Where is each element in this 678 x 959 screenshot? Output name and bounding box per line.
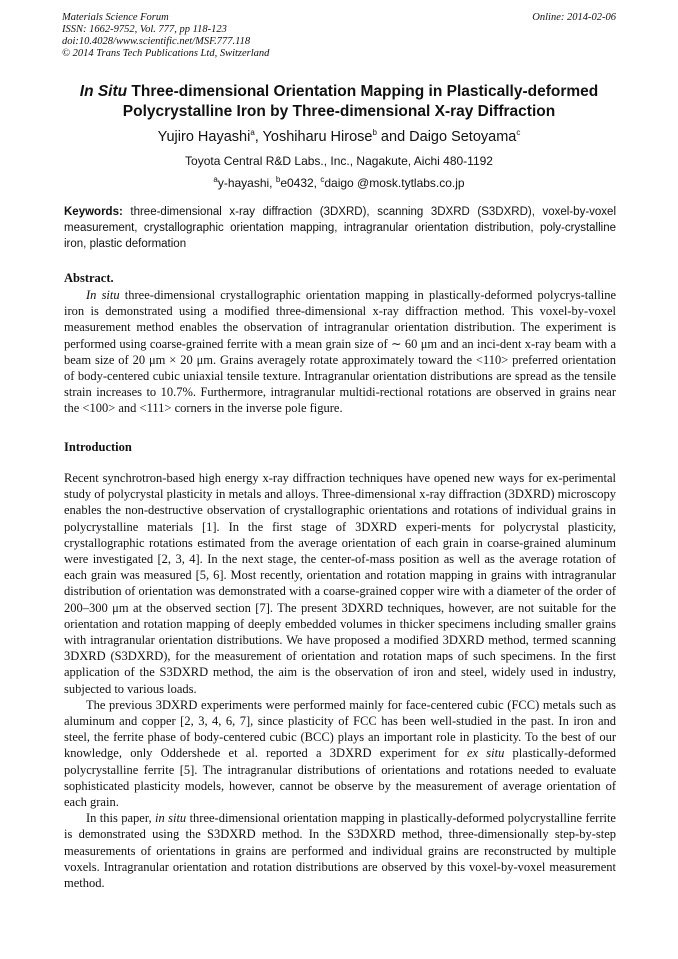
abstract-body xyxy=(64,287,616,417)
copyright-line: © 2014 Trans Tech Publications Ltd, Switzerland xyxy=(62,48,270,59)
intro-p3-italic: in situ xyxy=(155,811,187,826)
email-sup-a: a xyxy=(213,175,218,184)
affiliation: Toyota Central R&D Labs., Inc., Nagakute, Aichi 480-1192 xyxy=(185,154,493,168)
abstract-text: three-dimensional crystallographic orientation mapping in plastically-deformed polycrys-talline iron is demonstrated using a modified three-dimensional x-ray diffraction method. This voxel-by-voxel measurement method enables the observation of intragranular orientation distribution. The experiment is performed using coarse-grained ferrite with a mean grain size of ∼ 60 μm and an inci-dent x-ray beam with a beam size of 20 μm × 20 μm. Grains averagely rotate approximately toward the <110> preferred orientation of body-centered cubic uniaxial tensile texture. Intragranular orientation distributions are spread as the tensile strain increases to 10.7%. Furthermore, intragranular multidi-rectional rotations are observed in grains near the <100> and <111> corners in the inverse pole figure. xyxy=(64,288,616,416)
author-2-sup: b xyxy=(372,128,377,138)
email-3: daigo @mosk.tytlabs.co.jp xyxy=(324,176,465,190)
intro-p2-text-a: The previous 3DXRD experiments were performed mainly for face-centered cubic (FCC) metals such as aluminum and copper [2, 3, 4, 6, 7], since plasticity of FCC has been well-studied in the past. In iron and steel, the ferrite phase of body-centered cubic (BCC) plays an important role in plasticity. To the best of our knowledge, only Oddershede et al. reported a 3DXRD experiment for xyxy=(64,697,616,761)
intro-paragraph-1: Recent synchrotron-based high energy x-ray diffraction techniques have opened new ways for ex-perimental study of polycrystal plasticity in metals and alloys. Three-dimensional x-ray diffraction (3DXRD) microscopy enables the non-destructive observation of crystallographic orientations and rotations of individual grains in polycrystalline materials [1]. In the first stage of 3DXRD experi-ments for polycrystal plasticity, crystallographic rotations estimated from the average orientation of each grain in coarse-grained aluminum were investigated [2, 3, 4]. In the next stage, the center-of-mass position as well as the average rotation of each grain was measured [5, 6]. Most recently, orientation and rotation mapping in grains with intragranular distribution of orientation was demonstrated with a coarse-grained copper wire with a diameter of the order of 200–300 μm at the observed section [7]. The present 3DXRD techniques, however, are not suitable for the orientation and rotation mapping of deeply embedded volumes in thicker specimens including smaller grains with intragranular orientation distributions. We have proposed a modified 3DXRD method, termed scanning 3DXRD (S3DXRD), for the measurement of orientation and rotation maps of such specimens. In the first application of the S3DXRD method, the aim is the observation of iron and steel, widely used in industry, subjected to various loads. xyxy=(64,471,616,696)
author-3: and Daigo Setoyama xyxy=(376,129,517,145)
author-1: Yujiro Hayashi xyxy=(157,129,251,145)
author-3-sup: c xyxy=(516,128,521,138)
intro-p2-text-b: plastically-deformed polycrystalline ferrite [5]. The intragranular distributions of orientations and rotations needed to evaluate sophisticated plasticity models, however, cannot be observe by the measurement of average orientation of each grain. xyxy=(64,746,616,810)
keywords-label: Keywords: xyxy=(64,206,123,218)
running-header xyxy=(62,12,616,60)
journal-name: Materials Science Forum xyxy=(62,12,169,23)
intro-paragraph-3 xyxy=(64,810,616,891)
email-2: e0432, xyxy=(280,176,321,190)
title-line-1 xyxy=(50,82,628,102)
intro-p3-text-b: three-dimensional orientation mapping in plastically-deformed polycrystalline ferrite is demonstrated using the S3DXRD method. In the S3DXRD method, three-dimensionally step-by-step measurements of orientations in grains are performed and individual grains are reconstructed by multiple voxels. Intragranular orientation and rotation distributions are observed by this voxel-by-voxel measurement method. xyxy=(64,811,616,891)
author-2: , Yoshiharu Hirose xyxy=(254,129,373,145)
abstract-heading: Abstract. xyxy=(64,271,114,285)
online-date: Online: 2014-02-06 xyxy=(532,12,616,23)
intro-p3-text-a: In this paper, xyxy=(86,811,156,826)
email-line xyxy=(50,175,628,191)
author-list xyxy=(50,128,628,146)
paper-title xyxy=(50,82,628,122)
introduction-heading: Introduction xyxy=(64,440,132,454)
keywords-text: three-dimensional x-ray diffraction (3DXRD), scanning 3DXRD (S3DXRD), voxel-by-voxel measurement, crystallographic orientation mapping, intragranular orientation distribution, poly-crystalline iron, plastic deformation xyxy=(64,206,616,250)
intro-p2-italic: ex situ xyxy=(466,746,505,761)
email-1: y-hayashi, xyxy=(217,176,276,190)
keywords-block xyxy=(64,204,616,252)
author-1-sup: a xyxy=(250,128,255,138)
email-sup-c: c xyxy=(320,175,325,184)
title-line-1-rest: Three-dimensional Orientation Mapping in Plastically-deformed xyxy=(127,83,599,100)
intro-paragraph-2 xyxy=(64,697,616,810)
title-italic: In Situ xyxy=(79,83,128,100)
abstract-lead-italic: In situ xyxy=(86,288,120,302)
email-sup-b: b xyxy=(275,175,281,184)
introduction-body xyxy=(64,470,616,891)
title-line-2: Polycrystalline Iron by Three-dimensional X-ray Diffraction xyxy=(122,103,556,120)
doi-line: doi:10.4028/www.scientific.net/MSF.777.118 xyxy=(62,36,251,47)
issn-line: ISSN: 1662-9752, Vol. 777, pp 118-123 xyxy=(62,24,227,35)
